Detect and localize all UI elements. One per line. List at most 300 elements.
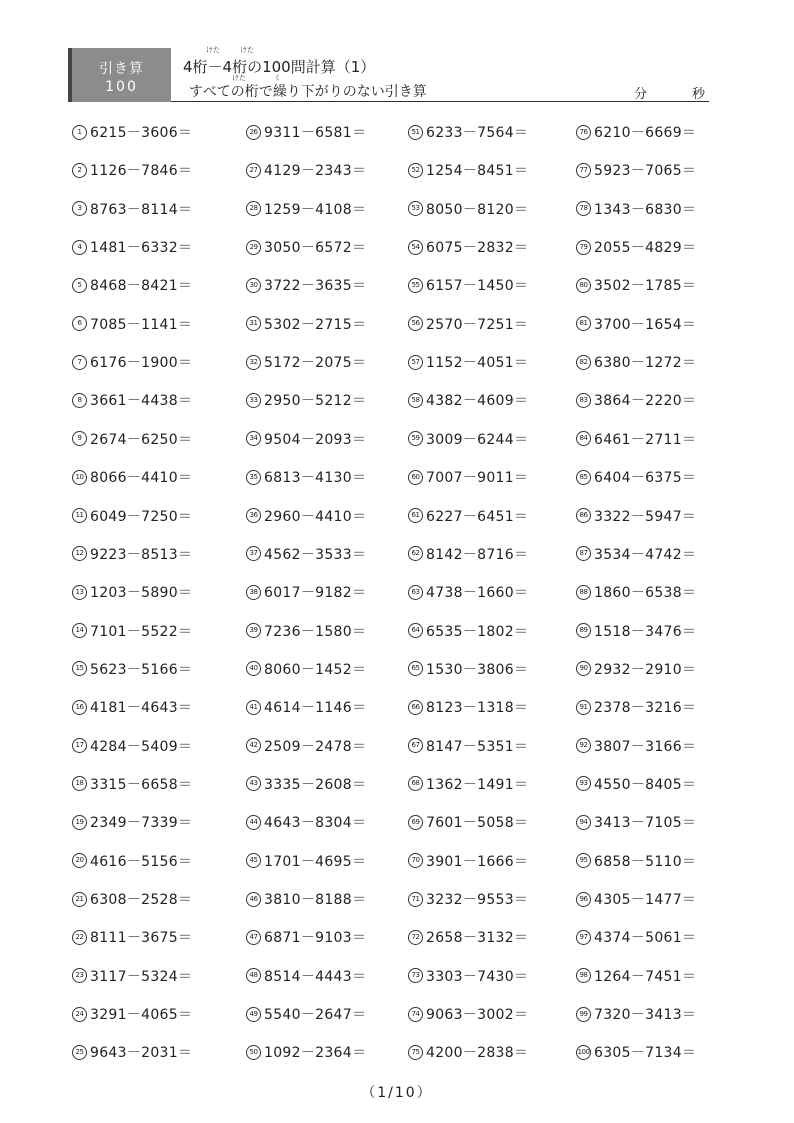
ruby-keta-1: けた (206, 46, 220, 54)
problem-expression: 3864－2220＝ (594, 393, 697, 410)
problem-expression: 7007－9011＝ (426, 470, 529, 487)
problem-number-circle: 49 (246, 1007, 261, 1022)
problem-number-circle: 6 (72, 316, 87, 331)
problem-number-circle: 9 (72, 431, 87, 446)
seconds-label: 秒 (692, 87, 706, 102)
problem-item (576, 200, 696, 220)
problem-expression: 7085－1141＝ (90, 316, 193, 333)
problem-number-circle: 19 (72, 815, 87, 830)
problem-item (576, 622, 696, 642)
problem-number-circle: 67 (408, 738, 423, 753)
problem-number-circle: 89 (576, 623, 591, 638)
problem-item (246, 698, 366, 718)
problem-number-circle: 23 (72, 968, 87, 983)
problem-expression: 4181－4643＝ (90, 700, 193, 717)
problem-item (576, 813, 696, 833)
problem-expression: 5540－2647＝ (264, 1007, 367, 1024)
problem-expression: 4614－1146＝ (264, 700, 367, 717)
problem-expression: 3807－3166＝ (594, 738, 697, 755)
problem-item (72, 775, 192, 795)
problem-number-circle: 7 (72, 355, 87, 370)
problem-item (72, 507, 192, 527)
problem-expression: 2570－7251＝ (426, 316, 529, 333)
problem-expression: 9504－2093＝ (264, 431, 367, 448)
problem-number-circle: 3 (72, 201, 87, 216)
ruby-keta-2: けた (240, 46, 254, 54)
problem-number-circle: 65 (408, 661, 423, 676)
problem-item (408, 238, 528, 258)
problem-number-circle: 93 (576, 776, 591, 791)
worksheet-title: 4桁－4桁の100問計算（1） (183, 58, 376, 76)
problem-item (408, 698, 528, 718)
problem-number-circle: 77 (576, 163, 591, 178)
problem-expression: 6858－5110＝ (594, 853, 697, 870)
problem-number-circle: 75 (408, 1045, 423, 1060)
problem-item (408, 622, 528, 642)
problem-number-circle: 63 (408, 585, 423, 600)
problem-number-circle: 17 (72, 738, 87, 753)
problem-number-circle: 72 (408, 930, 423, 945)
problem-item (72, 1005, 192, 1025)
badge-count-label: 100 (105, 79, 138, 95)
problem-expression: 4200－2838＝ (426, 1045, 529, 1062)
problem-expression: 1860－6538＝ (594, 585, 697, 602)
problem-item (72, 813, 192, 833)
problem-expression: 3413－7105＝ (594, 815, 697, 832)
problem-item (72, 468, 192, 488)
problem-expression: 1264－7451＝ (594, 968, 697, 985)
problem-number-circle: 41 (246, 700, 261, 715)
problem-expression: 8468－8421＝ (90, 278, 193, 295)
problem-item (576, 507, 696, 527)
problem-number-circle: 90 (576, 661, 591, 676)
problem-item (246, 890, 366, 910)
problem-item (246, 583, 366, 603)
problem-item (576, 545, 696, 565)
problem-expression: 4374－5061＝ (594, 930, 697, 947)
problem-number-circle: 12 (72, 546, 87, 561)
problem-number-circle: 46 (246, 892, 261, 907)
problem-expression: 3700－1654＝ (594, 316, 697, 333)
problem-expression: 2349－7339＝ (90, 815, 193, 832)
problem-item (576, 430, 696, 450)
problem-number-circle: 81 (576, 316, 591, 331)
problem-number-circle: 18 (72, 776, 87, 791)
problem-item (576, 391, 696, 411)
problem-item (246, 737, 366, 757)
problem-number-circle: 44 (246, 815, 261, 830)
problem-expression: 9311－6581＝ (264, 125, 367, 141)
problem-item (72, 583, 192, 603)
problem-number-circle: 94 (576, 815, 591, 830)
problem-item (408, 161, 528, 181)
problem-number-circle: 80 (576, 278, 591, 293)
problem-item (72, 545, 192, 565)
problem-number-circle: 95 (576, 853, 591, 868)
problem-item (246, 315, 366, 335)
problem-expression: 1126－7846＝ (90, 163, 193, 180)
minutes-label: 分 (634, 87, 648, 102)
problem-expression: 3050－6572＝ (264, 240, 367, 257)
problem-item (72, 430, 192, 450)
problem-item (576, 737, 696, 757)
problem-expression: 3291－4065＝ (90, 1007, 193, 1024)
problem-number-circle: 64 (408, 623, 423, 638)
problem-number-circle: 42 (246, 738, 261, 753)
problem-expression: 3303－7430＝ (426, 968, 529, 985)
problem-item (576, 660, 696, 680)
problem-expression: 4643－8304＝ (264, 815, 367, 832)
problem-item (246, 276, 366, 296)
problem-expression: 8514－4443＝ (264, 968, 367, 985)
problem-expression: 4305－1477＝ (594, 892, 697, 908)
problem-item (408, 928, 528, 948)
problem-item (576, 468, 696, 488)
problem-item (576, 967, 696, 987)
problem-number-circle: 86 (576, 508, 591, 523)
problem-expression: 3810－8188＝ (264, 892, 367, 908)
problem-item (72, 161, 192, 181)
problem-item (576, 315, 696, 335)
problem-number-circle: 71 (408, 892, 423, 907)
problem-expression: 5623－5166＝ (90, 661, 193, 678)
problem-number-circle: 57 (408, 355, 423, 370)
problem-item (408, 430, 528, 450)
problem-item (246, 507, 366, 527)
problem-expression: 1701－4695＝ (264, 853, 367, 870)
problem-expression: 1481－6332＝ (90, 240, 193, 257)
problem-item (246, 852, 366, 872)
problem-expression: 1530－3806＝ (426, 661, 529, 678)
problem-number-circle: 26 (246, 125, 261, 140)
problem-number-circle: 62 (408, 546, 423, 561)
problem-expression: 1092－2364＝ (264, 1045, 367, 1062)
problem-number-circle: 97 (576, 930, 591, 945)
problem-item (408, 391, 528, 411)
problem-expression: 2378－3216＝ (594, 700, 697, 717)
problem-item (246, 353, 366, 373)
problem-item (408, 123, 528, 143)
problem-expression: 4382－4609＝ (426, 393, 529, 410)
problem-number-circle: 59 (408, 431, 423, 446)
problem-item (576, 1005, 696, 1025)
problem-item (246, 967, 366, 987)
problem-number-circle: 28 (246, 201, 261, 216)
problem-expression: 1518－3476＝ (594, 623, 697, 640)
problem-item (246, 161, 366, 181)
problem-number-circle: 52 (408, 163, 423, 178)
problem-number-circle: 73 (408, 968, 423, 983)
problem-number-circle: 88 (576, 585, 591, 600)
problem-item (72, 238, 192, 258)
problem-number-circle: 69 (408, 815, 423, 830)
problem-item (408, 545, 528, 565)
problem-expression: 6380－1272＝ (594, 355, 697, 372)
problem-item (408, 852, 528, 872)
problem-item (246, 391, 366, 411)
problem-expression: 7101－5522＝ (90, 623, 193, 640)
problem-item (576, 698, 696, 718)
problem-item (408, 276, 528, 296)
problem-expression: 8147－5351＝ (426, 738, 529, 755)
problem-number-circle: 50 (246, 1045, 261, 1060)
problem-item (408, 775, 528, 795)
problem-item (246, 660, 366, 680)
problem-expression: 2960－4410＝ (264, 508, 367, 525)
problem-item (408, 813, 528, 833)
problem-expression: 6813－4130＝ (264, 470, 367, 487)
problem-number-circle: 68 (408, 776, 423, 791)
problem-number-circle: 60 (408, 470, 423, 485)
problem-number-circle: 82 (576, 355, 591, 370)
problem-expression: 4284－5409＝ (90, 738, 193, 755)
problem-item (408, 967, 528, 987)
category-badge (68, 48, 171, 102)
problem-expression: 6871－9103＝ (264, 930, 367, 947)
problem-expression: 6075－2832＝ (426, 240, 529, 257)
problem-expression: 9063－3002＝ (426, 1007, 529, 1024)
problem-item (72, 660, 192, 680)
problem-number-circle: 53 (408, 201, 423, 216)
worksheet-header (68, 48, 709, 102)
problem-number-circle: 45 (246, 853, 261, 868)
problem-expression: 3322－5947＝ (594, 508, 697, 525)
problem-number-circle: 91 (576, 700, 591, 715)
problem-number-circle: 100 (576, 1045, 591, 1060)
problem-number-circle: 40 (246, 661, 261, 676)
problem-number-circle: 47 (246, 930, 261, 945)
problem-item (576, 353, 696, 373)
problem-number-circle: 96 (576, 892, 591, 907)
problem-expression: 6233－7564＝ (426, 125, 529, 141)
problem-item (408, 1005, 528, 1025)
problem-number-circle: 39 (246, 623, 261, 638)
problem-item (576, 583, 696, 603)
problem-number-circle: 11 (72, 508, 87, 523)
problem-number-circle: 84 (576, 431, 591, 446)
problem-expression: 4550－8405＝ (594, 776, 697, 793)
problem-expression: 6461－2711＝ (594, 431, 697, 448)
problem-item (408, 660, 528, 680)
problem-number-circle: 38 (246, 585, 261, 600)
problem-item (408, 200, 528, 220)
problem-number-circle: 32 (246, 355, 261, 370)
problem-number-circle: 66 (408, 700, 423, 715)
problem-number-circle: 2 (72, 163, 87, 178)
problem-number-circle: 37 (246, 546, 261, 561)
problem-number-circle: 8 (72, 393, 87, 408)
problem-number-circle: 24 (72, 1007, 87, 1022)
problem-number-circle: 13 (72, 585, 87, 600)
problem-expression: 3502－1785＝ (594, 278, 697, 295)
problem-number-circle: 34 (246, 431, 261, 446)
problem-expression: 8123－1318＝ (426, 700, 529, 717)
problem-number-circle: 78 (576, 201, 591, 216)
problem-expression: 8142－8716＝ (426, 546, 529, 563)
problem-expression: 4562－3533＝ (264, 546, 367, 563)
problem-expression: 6535－1802＝ (426, 623, 529, 640)
ruby-ku: く (274, 74, 281, 82)
problem-expression: 6404－6375＝ (594, 470, 697, 487)
problem-number-circle: 76 (576, 125, 591, 140)
problem-number-circle: 20 (72, 853, 87, 868)
problem-item (576, 238, 696, 258)
problem-expression: 1254－8451＝ (426, 163, 529, 180)
problem-number-circle: 85 (576, 470, 591, 485)
problem-expression: 4129－2343＝ (264, 163, 367, 180)
problem-expression: 6215－3606＝ (90, 125, 193, 141)
problem-item (576, 276, 696, 296)
problem-number-circle: 54 (408, 240, 423, 255)
problem-number-circle: 22 (72, 930, 87, 945)
problem-item (72, 276, 192, 296)
problem-expression: 1343－6830＝ (594, 201, 697, 218)
problem-item (246, 928, 366, 948)
problem-expression: 6305－7134＝ (594, 1045, 697, 1062)
problem-number-circle: 5 (72, 278, 87, 293)
problem-number-circle: 48 (246, 968, 261, 983)
problem-item (246, 1043, 366, 1063)
problem-item (408, 583, 528, 603)
problem-item (72, 928, 192, 948)
problem-expression: 3009－6244＝ (426, 431, 529, 448)
problem-number-circle: 4 (72, 240, 87, 255)
problem-item (72, 315, 192, 335)
problem-number-circle: 55 (408, 278, 423, 293)
problem-item (246, 468, 366, 488)
problem-expression: 6227－6451＝ (426, 508, 529, 525)
problem-expression: 7320－3413＝ (594, 1007, 697, 1024)
problem-number-circle: 33 (246, 393, 261, 408)
problem-expression: 6017－9182＝ (264, 585, 367, 602)
problem-expression: 2932－2910＝ (594, 661, 697, 678)
problem-expression: 1259－4108＝ (264, 201, 367, 218)
problem-number-circle: 29 (246, 240, 261, 255)
problem-expression: 7601－5058＝ (426, 815, 529, 832)
problem-number-circle: 27 (246, 163, 261, 178)
problem-expression: 1152－4051＝ (426, 355, 529, 372)
problem-number-circle: 79 (576, 240, 591, 255)
problem-expression: 2950－5212＝ (264, 393, 367, 410)
problem-item (72, 200, 192, 220)
problem-item (72, 123, 192, 143)
header-underline (171, 101, 709, 102)
problem-item (72, 698, 192, 718)
problem-expression: 3661－4438＝ (90, 393, 193, 410)
problem-number-circle: 14 (72, 623, 87, 638)
problem-item (408, 737, 528, 757)
problem-number-circle: 21 (72, 892, 87, 907)
problem-item (246, 1005, 366, 1025)
problem-expression: 6049－7250＝ (90, 508, 193, 525)
problem-expression: 3117－5324＝ (90, 968, 193, 985)
problem-expression: 3315－6658＝ (90, 776, 193, 793)
problem-expression: 9223－8513＝ (90, 546, 193, 563)
problem-expression: 3722－3635＝ (264, 278, 367, 295)
problem-item (408, 315, 528, 335)
problem-expression: 2658－3132＝ (426, 930, 529, 947)
problem-item (72, 737, 192, 757)
problem-expression: 8060－1452＝ (264, 661, 367, 678)
problem-number-circle: 51 (408, 125, 423, 140)
problem-expression: 6210－6669＝ (594, 125, 697, 141)
problem-item (246, 430, 366, 450)
problem-expression: 8763－8114＝ (90, 201, 193, 218)
problem-expression: 3901－1666＝ (426, 853, 529, 870)
problem-item (576, 161, 696, 181)
problem-number-circle: 58 (408, 393, 423, 408)
problem-expression: 5923－7065＝ (594, 163, 697, 180)
problem-number-circle: 61 (408, 508, 423, 523)
problem-number-circle: 87 (576, 546, 591, 561)
problem-expression: 6308－2528＝ (90, 892, 193, 908)
problem-item (576, 928, 696, 948)
problem-number-circle: 43 (246, 776, 261, 791)
problem-expression: 8050－8120＝ (426, 201, 529, 218)
problem-expression: 1203－5890＝ (90, 585, 193, 602)
worksheet-subtitle: すべての桁で繰り下がりのない引き算 (189, 84, 427, 100)
problem-expression: 5172－2075＝ (264, 355, 367, 372)
problem-expression: 3335－2608＝ (264, 776, 367, 793)
problem-number-circle: 56 (408, 316, 423, 331)
problem-item (72, 391, 192, 411)
problem-item (246, 200, 366, 220)
problem-item (72, 852, 192, 872)
problem-item (576, 1043, 696, 1063)
problem-grid (72, 123, 722, 1073)
problem-expression: 1362－1491＝ (426, 776, 529, 793)
page-number: （1/10） (361, 1085, 433, 1101)
problem-expression: 7236－1580＝ (264, 623, 367, 640)
problem-expression: 2509－2478＝ (264, 738, 367, 755)
problem-number-circle: 98 (576, 968, 591, 983)
problem-expression: 3534－4742＝ (594, 546, 697, 563)
problem-expression: 3232－9553＝ (426, 892, 529, 908)
ruby-keta-3: けた (232, 74, 246, 82)
problem-item (72, 622, 192, 642)
problem-number-circle: 74 (408, 1007, 423, 1022)
problem-expression: 9643－2031＝ (90, 1045, 193, 1062)
problem-number-circle: 30 (246, 278, 261, 293)
problem-item (408, 507, 528, 527)
problem-item (246, 813, 366, 833)
problem-expression: 5302－2715＝ (264, 316, 367, 333)
problem-expression: 4616－5156＝ (90, 853, 193, 870)
problem-number-circle: 35 (246, 470, 261, 485)
problem-item (576, 775, 696, 795)
problem-number-circle: 92 (576, 738, 591, 753)
badge-category-label: 引き算 (99, 61, 144, 77)
problem-number-circle: 31 (246, 316, 261, 331)
problem-item (408, 1043, 528, 1063)
problem-expression: 4738－1660＝ (426, 585, 529, 602)
problem-expression: 2674－6250＝ (90, 431, 193, 448)
problem-item (72, 967, 192, 987)
problem-item (576, 852, 696, 872)
problem-item (408, 353, 528, 373)
problem-expression: 6157－1450＝ (426, 278, 529, 295)
problem-number-circle: 15 (72, 661, 87, 676)
problem-item (576, 890, 696, 910)
problem-item (246, 622, 366, 642)
problem-item (246, 238, 366, 258)
problem-number-circle: 1 (72, 125, 87, 140)
problem-item (72, 1043, 192, 1063)
problem-number-circle: 25 (72, 1045, 87, 1060)
problem-item (408, 468, 528, 488)
problem-number-circle: 70 (408, 853, 423, 868)
problem-number-circle: 36 (246, 508, 261, 523)
